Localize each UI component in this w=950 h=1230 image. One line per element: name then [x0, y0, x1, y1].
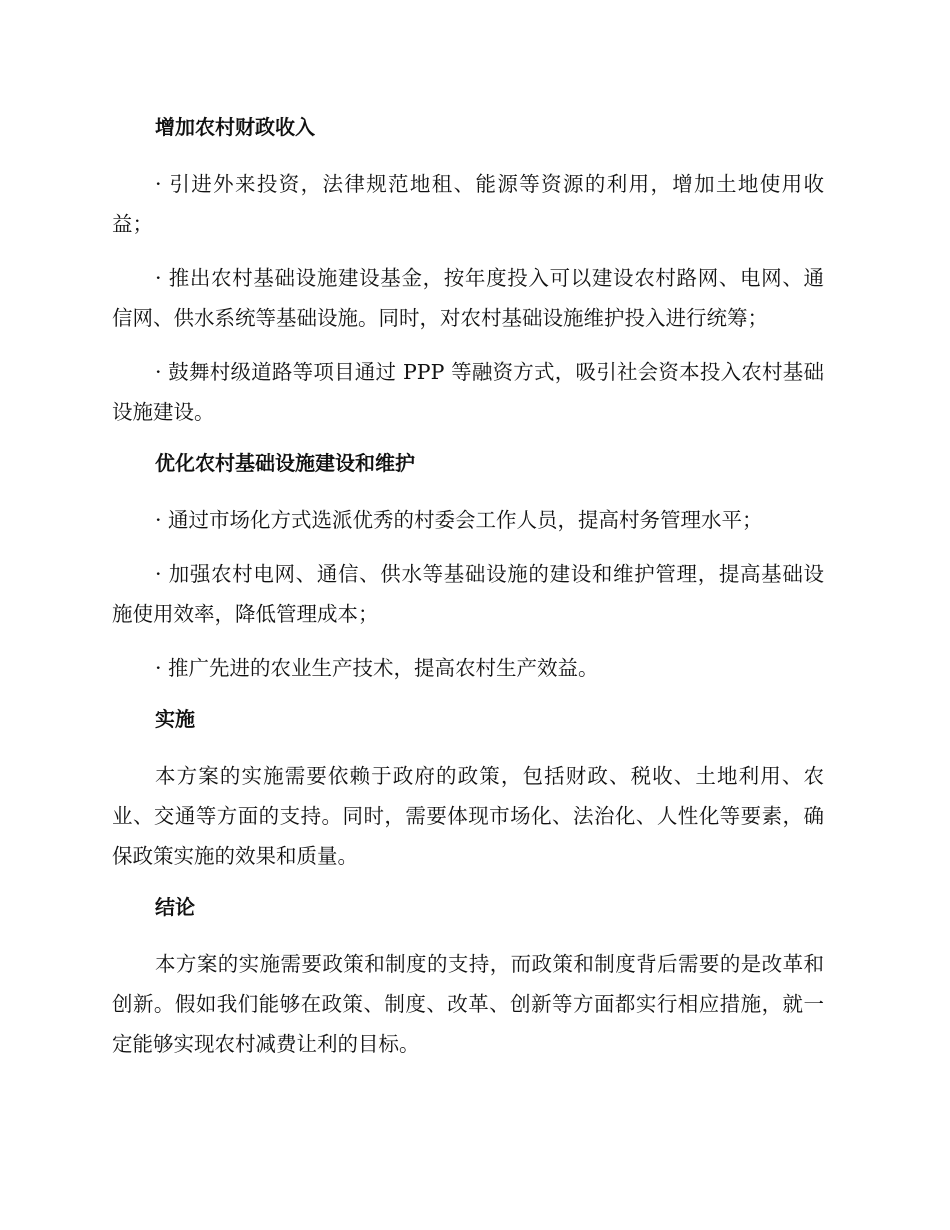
section-heading: 实施 [155, 707, 195, 731]
section-increase-revenue [112, 110, 824, 432]
bullet-paragraph: · 通过市场化方式选派优秀的村委会工作人员，提高村务管理水平； [155, 508, 763, 532]
bullet-paragraph: · 推出农村基础设施建设基金，按年度投入可以建设农村路网、电网、通信网、供水系统等基础设施。同时，对农村基础设施维护投入进行统筹； [112, 266, 824, 330]
body-paragraph: 本方案的实施需要政策和制度的支持，而政策和制度背后需要的是改革和创新。假如我们能够在政策、制度、改革、创新等方面都实行相应措施，就一定能够实现农村减费让利的目标。 [112, 952, 824, 1056]
bullet-paragraph: · 推广先进的农业生产技术，提高农村生产效益。 [155, 656, 599, 680]
section-heading: 结论 [155, 895, 195, 919]
document-page [112, 110, 824, 1078]
bullet-paragraph: · 鼓舞村级道路等项目通过 PPP 等融资方式，吸引社会资本投入农村基础设施建设。 [112, 360, 824, 424]
bullet-paragraph: · 加强农村电网、通信、供水等基础设施的建设和维护管理，提高基础设施使用效率，降低管理成本； [112, 562, 824, 626]
bullet-paragraph: · 引进外来投资，法律规范地租、能源等资源的利用，增加土地使用收益； [112, 172, 824, 236]
section-optimize-infrastructure [112, 446, 824, 688]
section-heading: 优化农村基础设施建设和维护 [155, 451, 415, 475]
section-heading: 增加农村财政收入 [155, 115, 315, 139]
section-conclusion [112, 890, 824, 1064]
body-paragraph: 本方案的实施需要依赖于政府的政策，包括财政、税收、土地利用、农业、交通等方面的支持。同时，需要体现市场化、法治化、人性化等要素，确保政策实施的效果和质量。 [112, 764, 824, 868]
section-implementation [112, 702, 824, 876]
